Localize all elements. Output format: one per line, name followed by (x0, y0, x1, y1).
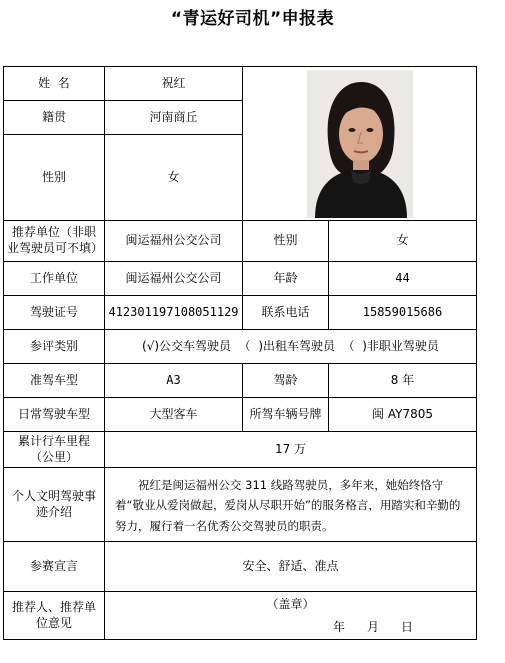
date-day: 日 (400, 619, 413, 634)
vehicle-type-value: A3 (105, 364, 243, 398)
name-label: 姓 名 (4, 67, 105, 101)
photo-cell (243, 67, 477, 221)
recommending-unit-label: 推荐单位（非职业驾驶员可不填） (4, 221, 105, 262)
origin-value: 河南商丘 (105, 101, 243, 135)
category-value: (√)公交车驾驶员 （ )出租车驾驶员 （ )非职业驾驶员 (105, 330, 477, 364)
intro-value (105, 468, 477, 542)
driving-years-label: 驾龄 (243, 364, 329, 398)
application-form (3, 66, 477, 640)
daily-vehicle-label: 日常驾驶车型 (4, 398, 105, 432)
license-value: 412301197108051129 (105, 296, 243, 330)
intro-text: 祝红是闽运福州公交 311 线路驾驶员，多年来，她始终恪守着“敬业从爱岗做起，爱岗从尽职开始”的服务格言，用踏实和辛勤的努力，履行着一名优秀公交驾驶员的职责。 (115, 478, 461, 533)
work-unit-value: 闽运福州公交公司 (105, 262, 243, 296)
phone-label: 联系电话 (243, 296, 329, 330)
origin-label: 籍贯 (4, 101, 105, 135)
form-title: “青运好司机”申报表 (170, 9, 335, 29)
recommending-unit-value: 闽运福州公交公司 (105, 221, 243, 262)
work-unit-label: 工作单位 (4, 262, 105, 296)
mileage-label: 累计行车里程（公里） (4, 432, 105, 468)
driving-years-value: 8 年 (329, 364, 477, 398)
gender-value: 女 (105, 135, 243, 221)
date-month: 月 (366, 619, 379, 634)
category-label: 参评类别 (4, 330, 105, 364)
seal-placeholder: （盖章） (266, 596, 315, 611)
plate-value: 闽 AY7805 (329, 398, 477, 432)
license-label: 驾驶证号 (4, 296, 105, 330)
recommender-label: 推荐人、推荐单位意见 (4, 592, 105, 640)
vehicle-type-label: 准驾车型 (4, 364, 105, 398)
age-label: 年龄 (243, 262, 329, 296)
gender2-label: 性别 (243, 221, 329, 262)
pledge-label: 参赛宣言 (4, 542, 105, 592)
plate-label: 所驾车辆号牌 (243, 398, 329, 432)
age-value: 44 (329, 262, 477, 296)
recommender-opinion (105, 592, 477, 640)
intro-label: 个人文明驾驶事迹介绍 (4, 468, 105, 542)
name-value: 祝红 (105, 67, 243, 101)
daily-vehicle-value: 大型客车 (105, 398, 243, 432)
pledge-value: 安全、舒适、准点 (105, 542, 477, 592)
date-year: 年 (332, 619, 345, 634)
phone-value: 15859015686 (329, 296, 477, 330)
mileage-value: 17 万 (105, 432, 477, 468)
gender-label: 性别 (4, 135, 105, 221)
gender2-value: 女 (329, 221, 477, 262)
driver-portrait-icon (307, 70, 413, 218)
signature-date (108, 616, 473, 639)
